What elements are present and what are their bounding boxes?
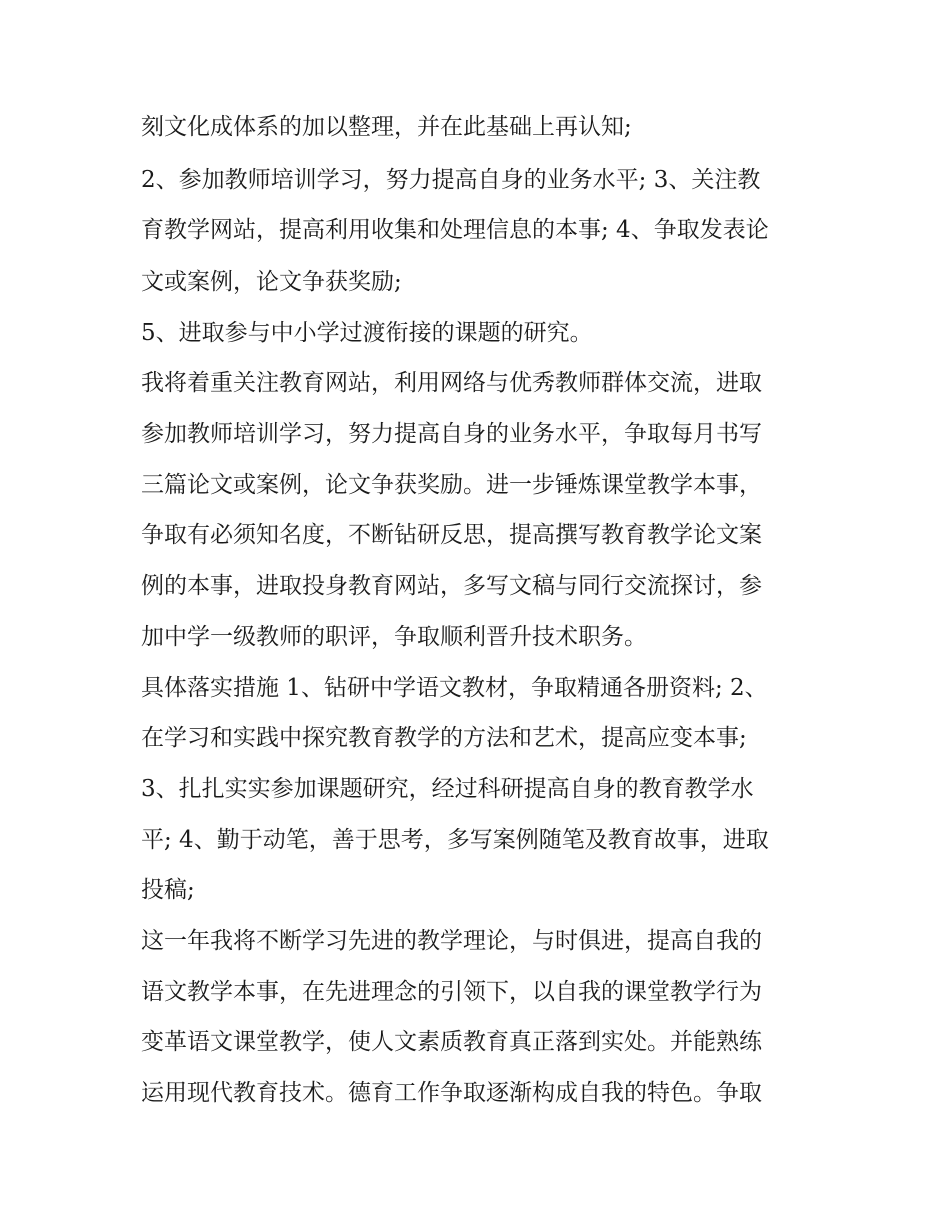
text-line: 运用现代教育技术。德育工作争取逐渐构成自我的特色。争取 — [141, 1080, 762, 1106]
text-line: 争取有必须知名度，不断钻研反思，提高撰写教育教学论文案 — [141, 522, 762, 548]
text-line: 我将着重关注教育网站，利用网络与优秀教师群体交流，进取 — [141, 370, 762, 396]
text-line: 参加教师培训学习，努力提高自身的业务水平，争取每月书写 — [141, 421, 762, 447]
text-line: 例的本事，进取投身教育网站，多写文稿与同行交流探讨，参 — [141, 573, 762, 599]
text-line: 育教学网站，提高利用收集和处理信息的本事; 4、争取发表论 — [141, 217, 769, 243]
text-line: 2、参加教师培训学习，努力提高自身的业务水平; 3、关注教 — [141, 167, 761, 193]
text-line: 5、进取参与中小学过渡衔接的课题的研究。 — [141, 320, 593, 346]
text-line: 刻文化成体系的加以整理，并在此基础上再认知; — [141, 114, 632, 140]
text-line: 具体落实措施 1、钻研中学语文教材，争取精通各册资料; 2、 — [141, 675, 768, 701]
text-line: 在学习和实践中探究教育教学的方法和艺术，提高应变本事; — [141, 725, 747, 751]
text-line: 投稿; — [141, 877, 195, 903]
text-line: 三篇论文或案例，论文争获奖励。进一步锤炼课堂教学本事， — [141, 472, 762, 498]
text-line: 这一年我将不断学习先进的教学理论，与时俱进，提高自我的 — [141, 928, 762, 954]
text-line: 文或案例，论文争获奖励; — [141, 269, 402, 295]
text-line: 平; 4、勤于动笔，善于思考，多写案例随笔及教育故事，进取 — [141, 827, 769, 853]
text-line: 变革语文课堂教学，使人文素质教育真正落到实处。并能熟练 — [141, 1029, 762, 1055]
text-line: 加中学一级教师的职评，争取顺利晋升技术职务。 — [141, 624, 647, 650]
text-line: 语文教学本事，在先进理念的引领下，以自我的课堂教学行为 — [141, 979, 762, 1005]
text-line: 3、扎扎实实参加课题研究，经过科研提高自身的教育教学水 — [141, 776, 754, 802]
